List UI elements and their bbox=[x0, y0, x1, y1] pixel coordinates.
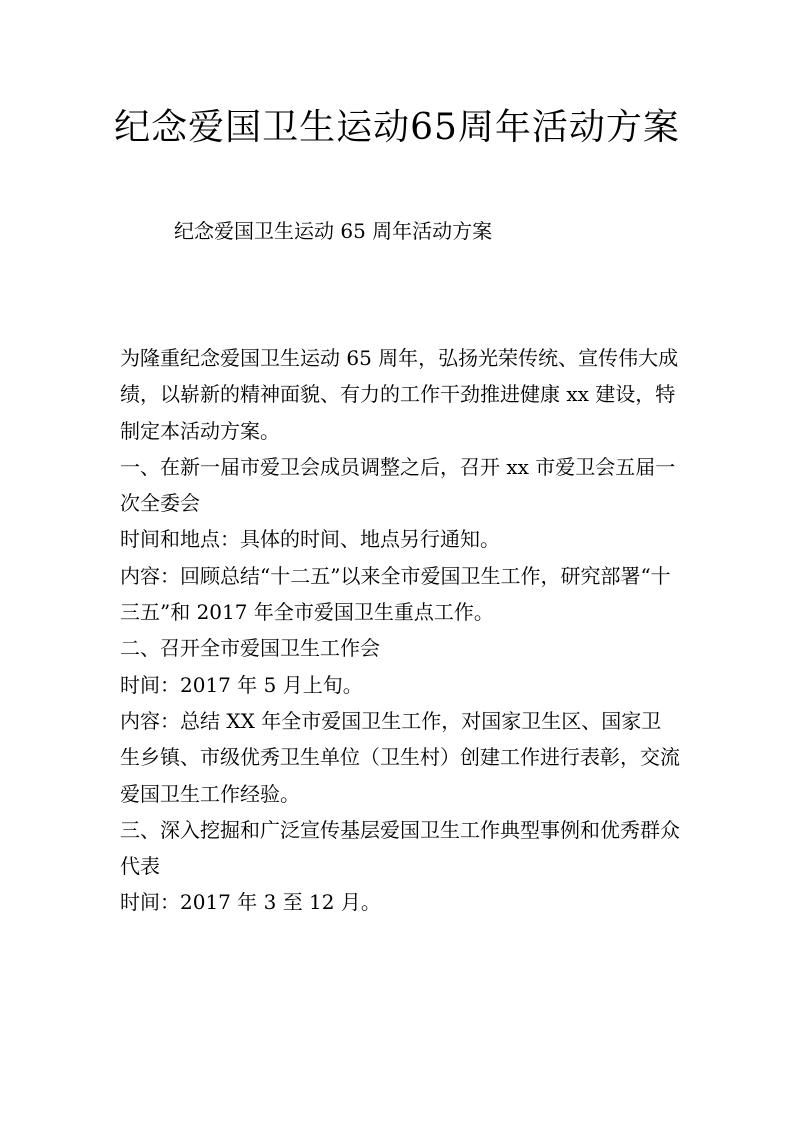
paragraph-content-1: 内容：回顾总结“十二五”以来全市爱国卫生工作，研究部署“十三五”和 2017 年全市爱国卫生重点工作。 bbox=[120, 563, 671, 625]
paragraph-time-1: 时间：2017 年 5 月上旬。 bbox=[120, 672, 363, 697]
document-title: 纪念爱国卫生运动65周年活动方案 bbox=[114, 107, 680, 148]
intro-paragraph: 为隆重纪念爱国卫生运动 65 周年，弘扬光荣传统、宣传伟大成绩，以崭新的精神面貌、有力的工作干劲推进健康 xx 建设，特制定本活动方案。 bbox=[120, 346, 679, 443]
paragraph-time-location: 时间和地点：具体的时间、地点另行通知。 bbox=[120, 527, 500, 552]
section-heading-1: 一、在新一届市爱卫会成员调整之后，召开 xx 市爱卫会五届一次全委会 bbox=[120, 454, 676, 516]
paragraph-time-2: 时间：2017 年 3 至 12 月。 bbox=[120, 890, 381, 915]
paragraph-content-2: 内容：总结 XX 年全市爱国卫生工作，对国家卫生区、国家卫生乡镇、市级优秀卫生单位（卫生村）创建工作进行表彰，交流爱国卫生工作经验。 bbox=[120, 708, 680, 806]
document-subtitle: 纪念爱国卫生运动 65 周年活动方案 bbox=[174, 219, 493, 243]
document-body bbox=[120, 340, 680, 921]
section-heading-3: 三、深入挖掘和广泛宣传基层爱国卫生工作典型事例和优秀群众代表 bbox=[120, 817, 680, 879]
section-heading-2: 二、召开全市爱国卫生工作会 bbox=[120, 636, 380, 661]
